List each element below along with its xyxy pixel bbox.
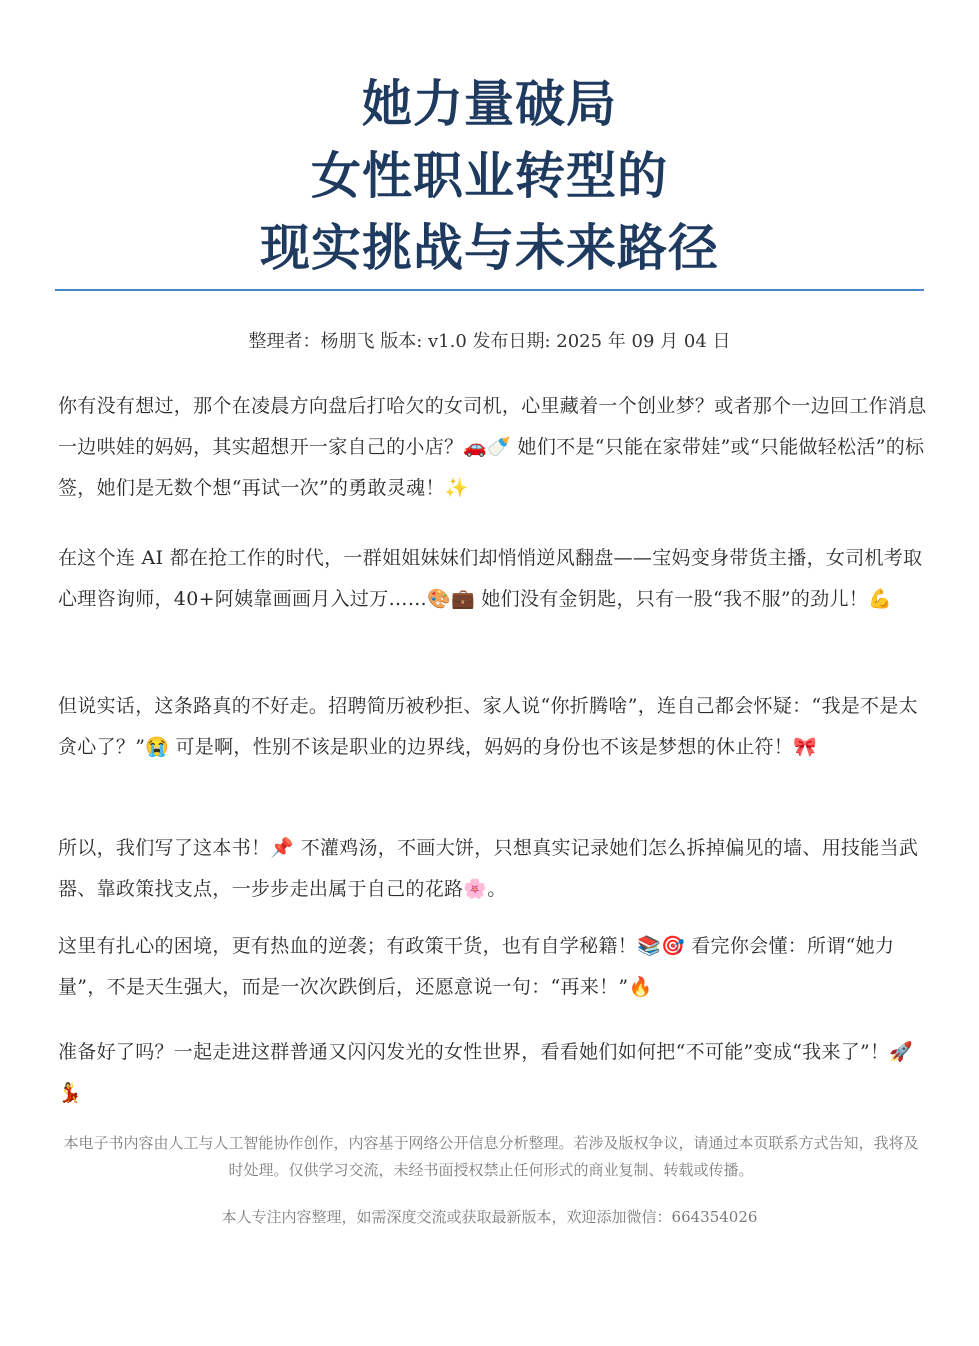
title-line-3: 现实挑战与未来路径 [260,219,719,277]
document-meta: 整理者：杨朋飞 版本: v1.0 发布日期: 2025 年 09 月 04 日 [248,331,731,352]
title-divider [55,289,924,291]
intro-paragraph-2: 在这个连 AI 都在抢工作的时代，一群姐姐妹妹们却悄悄逆风翻盘——宝妈变身带货主播，女司机考取心理咨询师，40+阿姨靠画画月入过万……🎨💼 她们没有金钥匙，只有一股“我不服”的劲儿！💪 [58,547,923,610]
title-line-2: 女性职业转型的 [311,147,668,205]
copyright-disclaimer: 本电子书内容由人工与人工智能协作创作，内容基于网络公开信息分析整理。若涉及版权争议，请通过本页联系方式告知，我将及时处理。仅供学习交流，未经书面授权禁止任何形式的商业复制、转载或传播。 [63,1134,919,1179]
intro-paragraph-6: 准备好了吗？一起走进这群普通又闪闪发光的女性世界，看看她们如何把“不可能”变成“我来了”！🚀💃 [58,1041,914,1104]
intro-paragraph-4: 所以，我们写了这本书！📌 不灌鸡汤，不画大饼，只想真实记录她们怎么拆掉偏见的墙、用技能当武器、靠政策找支点，一步步走出属于自己的花路🌸。 [58,837,919,900]
title-line-1: 她力量破局 [362,75,617,133]
intro-paragraph-3: 但说实话，这条路真的不好走。招聘简历被秒拒、家人说“你折腾啥”，连自己都会怀疑：“我是不是太贪心了？”😭 可是啊，性别不该是职业的边界线，妈妈的身份也不该是梦想的休止符！🎀 [58,695,918,758]
intro-paragraph-5: 这里有扎心的困境，更有热血的逆袭；有政策干货，也有自学秘籍！📚🎯 看完你会懂：所谓“她力量”，不是天生强大，而是一次次跌倒后，还愿意说一句：“再来！”🔥 [58,935,895,998]
intro-paragraph-1: 你有没有想过，那个在凌晨方向盘后打哈欠的女司机，心里藏着一个创业梦？或者那个一边回工作消息一边哄娃的妈妈，其实超想开一家自己的小店？🚗🍼 她们不是“只能在家带娃”或“只能做轻松活”的标签，她们是无数个想“再试一次”的勇敢灵魂！✨ [58,395,927,499]
contact-note: 本人专注内容整理，如需深度交流或获取最新版本，欢迎添加微信：664354026 [221,1208,758,1226]
document-title [0,68,979,284]
